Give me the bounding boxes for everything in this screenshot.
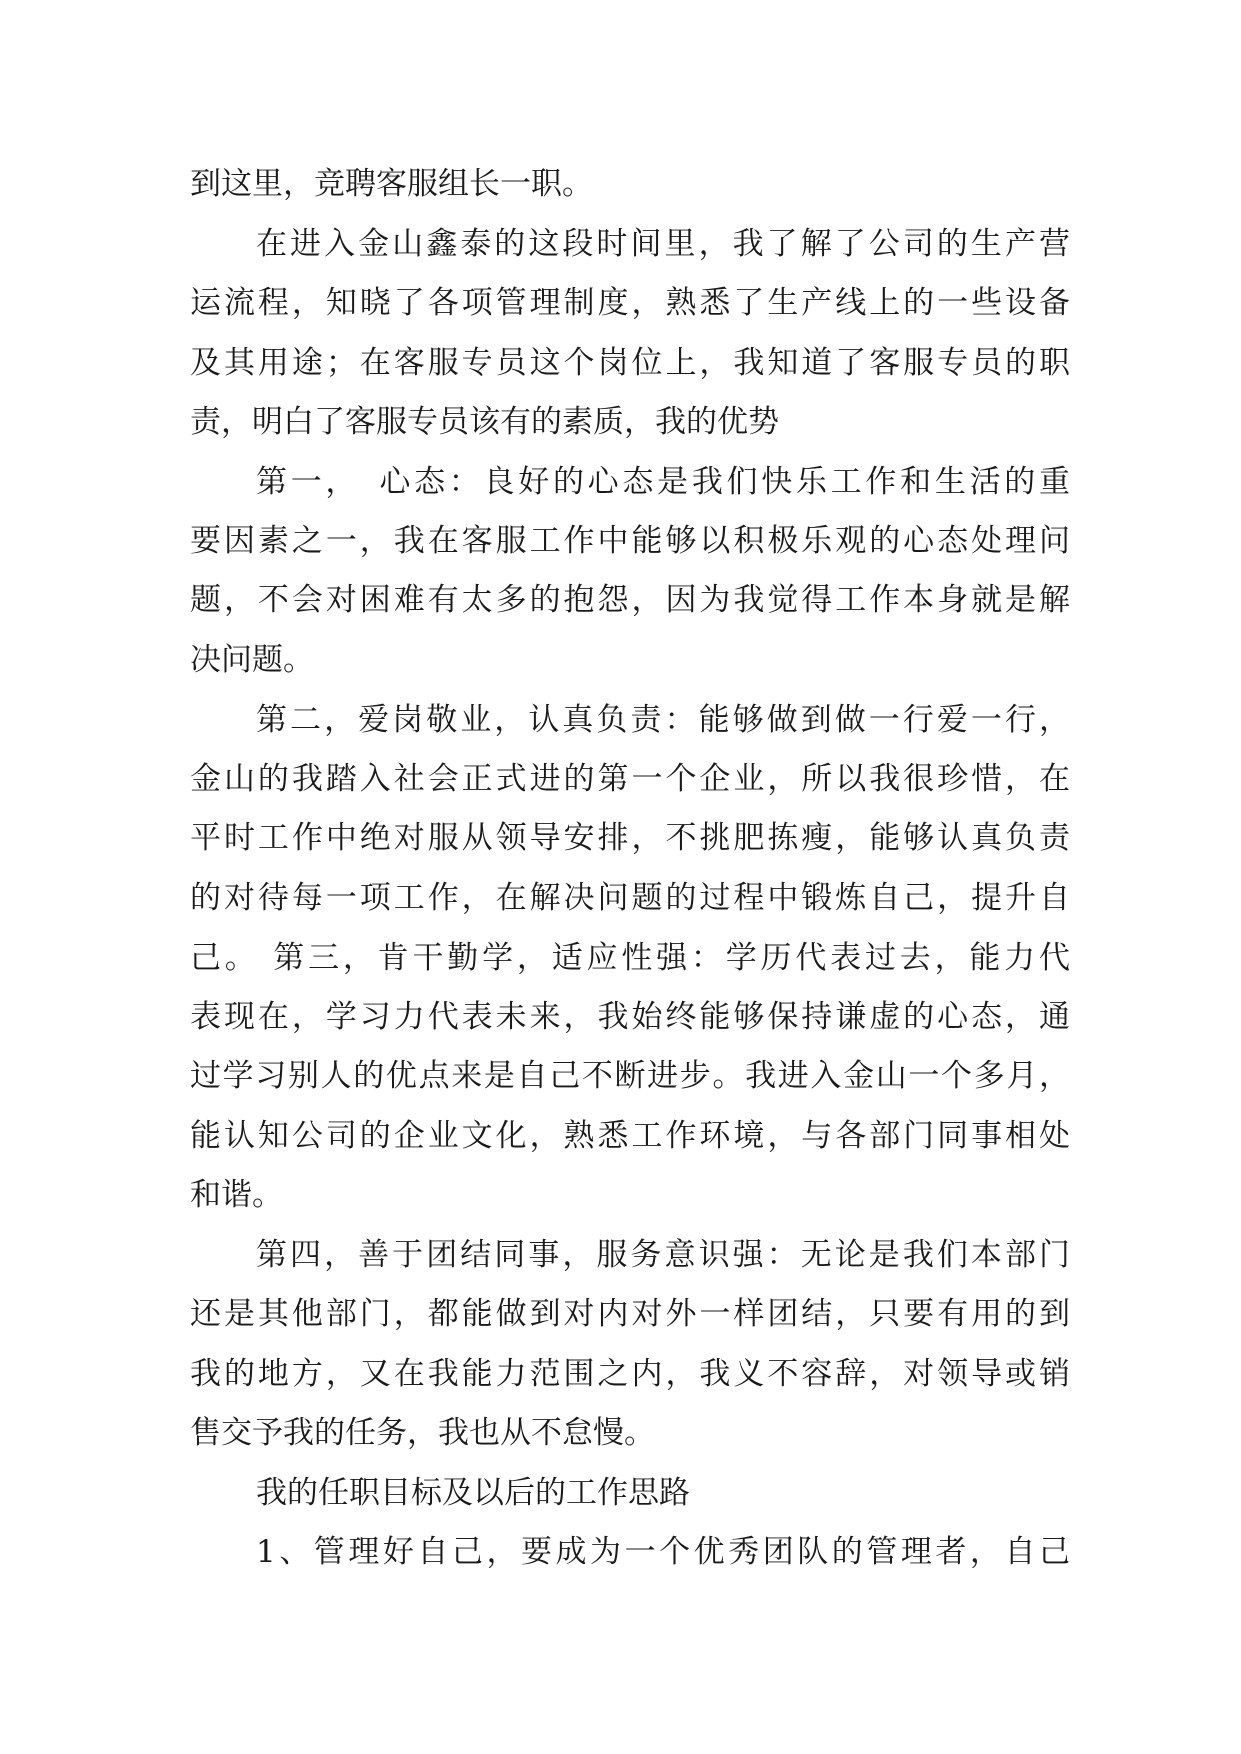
text-line: 我的地方，又在我能力范围之内，我义不容辞，对领导或销: [190, 1356, 1070, 1392]
paragraph-start-line: 第二，爱岗敬业，认真负责：能够做到做一行爱一行，: [256, 702, 1070, 738]
paragraph-start-line: 第四，善于团结同事，服务意识强：无论是我们本部门: [256, 1237, 1070, 1273]
paragraph-start-line: 在进入金山鑫泰的这段时间里，我了解了公司的生产营: [256, 226, 1070, 262]
text-line: 平时工作中绝对服从领导安排，不挑肥拣瘦，能够认真负责: [190, 820, 1070, 856]
text-line: 决问题。: [190, 642, 314, 678]
paragraph-start-line: 第一， 心态：良好的心态是我们快乐工作和生活的重: [256, 464, 1070, 500]
text-line: 还是其他部门，都能做到对内对外一样团结，只要有用的到: [190, 1296, 1070, 1332]
text-line: 金山的我踏入社会正式进的第一个企业，所以我很珍惜，在: [190, 761, 1070, 797]
section-heading: 我的任职目标及以后的工作思路: [256, 1475, 690, 1511]
text-line: 题，不会对困难有太多的抱怨，因为我觉得工作本身就是解: [190, 582, 1070, 618]
text-line: 售交予我的任务，我也从不怠慢。: [190, 1415, 655, 1451]
text-line: 己。 第三，肯干勤学，适应性强：学历代表过去，能力代: [190, 940, 1070, 976]
text-line: 及其用途；在客服专员这个岗位上，我知道了客服专员的职: [190, 345, 1070, 381]
text-line: 责，明白了客服专员该有的素质，我的优势: [190, 404, 779, 440]
text-line: 要因素之一，我在客服工作中能够以积极乐观的心态处理问: [190, 523, 1070, 559]
text-line: 的对待每一项工作，在解决问题的过程中锻炼自己，提升自: [190, 880, 1070, 916]
text-line: 过学习别人的优点来是自己不断进步。我进入金山一个多月，: [190, 1058, 1070, 1094]
text-line: 表现在，学习力代表未来，我始终能够保持谦虚的心态，通: [190, 999, 1070, 1035]
text-line: 和谐。: [190, 1177, 283, 1213]
text-line: 运流程，知晓了各项管理制度，熟悉了生产线上的一些设备: [190, 285, 1070, 321]
text-line: 能认知公司的企业文化，熟悉工作环境，与各部门同事相处: [190, 1118, 1070, 1154]
text-line: 到这里，竞聘客服组长一职。: [190, 166, 593, 202]
paragraph-start-line: 1、管理好自己，要成为一个优秀团队的管理者，自己: [256, 1534, 1070, 1570]
